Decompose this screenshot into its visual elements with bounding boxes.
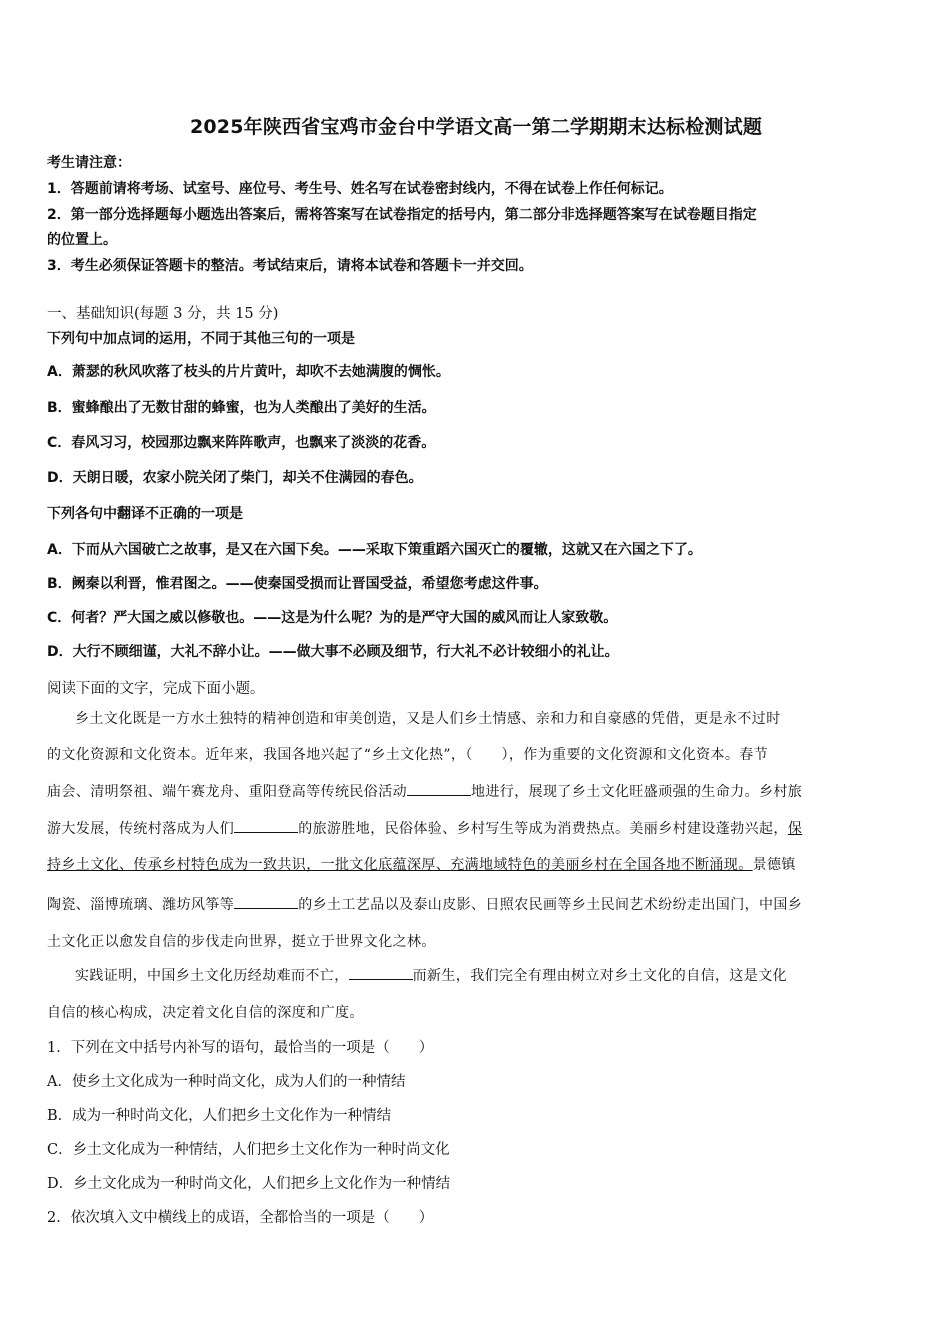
question-2-option-c: C．何者？严大国之威以修敬也。——这是为什么呢？为的是严守大国的威风而让人家致敬。 [47, 610, 618, 626]
sub-question-2-stem: 2．依次填入文中横线上的成语，全都恰当的一项是（ ） [47, 1210, 434, 1226]
sub-question-1-option-b: B．成为一种时尚文化，人们把乡土文化作为一种情结 [47, 1108, 392, 1124]
question-2-stem: 下列各句中翻译不正确的一项是 [47, 506, 243, 522]
passage-text: 的乡土工艺品以及泰山皮影、日照农民画等乡土民间艺术纷纷走出国门，中国乡 [298, 897, 803, 913]
notice-item-2-cont: 的位置上。 [47, 232, 117, 248]
question-1-option-c: C．春风习习，校园那边飘来阵阵歌声，也飘来了淡淡的花香。 [47, 435, 436, 451]
fill-blank [407, 794, 471, 796]
passage-line [47, 818, 905, 838]
question-1-option-a: A．萧瑟的秋风吹落了枝头的片片黄叶，却吹不去她满腹的惆怅。 [47, 364, 450, 380]
passage-line [47, 854, 905, 874]
passage-line: 的文化资源和文化资本。近年来，我国各地兴起了“乡土文化热”，（ ），作为重要的文化资源和文化资本。春节 [47, 747, 769, 763]
sub-question-1-stem: 1．下列在文中括号内补写的语句，最恰当的一项是（ ） [47, 1040, 434, 1056]
question-1-option-d: D．天朗日暖，农家小院关闭了柴门，却关不住满园的春色。 [47, 470, 423, 486]
section-heading: 一、基础知识(每题 3 分，共 15 分) [47, 306, 279, 322]
underlined-sentence: 持乡土文化、传承乡村特色成为一致共识，一批文化底蕴深厚、充满地域特色的美丽乡村在全国各地不断涌现。 [47, 857, 753, 873]
question-1-stem: 下列句中加点词的运用，不同于其他三句的一项是 [47, 331, 355, 347]
passage-line [47, 781, 905, 801]
notice-item-1: 1．答题前请将考场、试室号、座位号、考生号、姓名写在试卷密封线内，不得在试卷上作任何标记。 [47, 181, 673, 197]
sub-question-1-option-c: C．乡土文化成为一种情结，人们把乡土文化作为一种时尚文化 [47, 1142, 450, 1158]
passage-text: 陶瓷、淄博琉璃、潍坊风筝等 [47, 897, 235, 913]
passage-text: 游大发展，传统村落成为人们 [47, 821, 235, 837]
sub-question-1-option-a: A．使乡土文化成为一种时尚文化，成为人们的一种情结 [47, 1074, 406, 1090]
page-title: 2025年陕西省宝鸡市金台中学语文高一第二学期期末达标检测试题 [189, 116, 763, 138]
passage-text: 庙会、清明祭祖、端午赛龙舟、重阳登高等传统民俗活动 [47, 784, 407, 800]
notice-item-2: 2．第一部分选择题每小题选出答案后，需将答案写在试卷指定的括号内，第二部分非选择题答案写在试卷题目指定 [47, 207, 757, 223]
passage-line [47, 894, 905, 914]
reading-intro: 阅读下面的文字，完成下面小题。 [47, 681, 265, 697]
passage-text: 实践证明，中国乡土文化历经劫难而不亡， [75, 968, 349, 984]
question-2-option-a: A．下而从六国破亡之故事，是又在六国下矣。——采取下策重蹈六国灭亡的覆辙，这就又在六国之下了。 [47, 542, 702, 558]
question-1-option-b: B．蜜蜂酿出了无数甘甜的蜂蜜，也为人类酿出了美好的生活。 [47, 400, 436, 416]
notice-heading: 考生请注意： [47, 155, 131, 171]
passage-text: 而新生，我们完全有理由树立对乡土文化的自信，这是文化 [412, 968, 788, 984]
passage-line [47, 965, 905, 985]
passage-text: 景德镇 [752, 857, 796, 873]
sub-question-1-option-d: D．乡土文化成为一种时尚文化，人们把乡上文化作为一种情结 [47, 1176, 451, 1192]
fill-blank [234, 831, 298, 833]
notice-item-3: 3．考生必须保证答题卡的整洁。考试结束后，请将本试卷和答题卡一并交回。 [47, 258, 533, 274]
question-2-option-d: D．大行不顾细谨，大礼不辞小让。——做大事不必顾及细节，行大礼不必计较细小的礼让。 [47, 644, 619, 660]
passage-text: 地进行，展现了乡土文化旺盛顽强的生命力。乡村旅 [471, 784, 803, 800]
question-2-option-b: B．阙秦以利晋，惟君图之。——使秦国受损而让晋国受益，希望您考虑这件事。 [47, 576, 548, 592]
underlined-sentence: 保 [787, 821, 803, 837]
passage-text: 的旅游胜地，民俗体验、乡村写生等成为消费热点。美丽乡村建设蓬勃兴起， [298, 821, 788, 837]
passage-line: 乡土文化既是一方水土独特的精神创造和审美创造，又是人们乡土情感、亲和力和自豪感的凭借，更是永不过时 [75, 711, 781, 727]
fill-blank [349, 978, 413, 980]
fill-blank [234, 907, 298, 909]
passage-line: 土文化正以愈发自信的步伐走向世界，挺立于世界文化之林。 [47, 934, 436, 950]
passage-line: 自信的核心构成，决定着文化自信的深度和广度。 [47, 1005, 364, 1021]
